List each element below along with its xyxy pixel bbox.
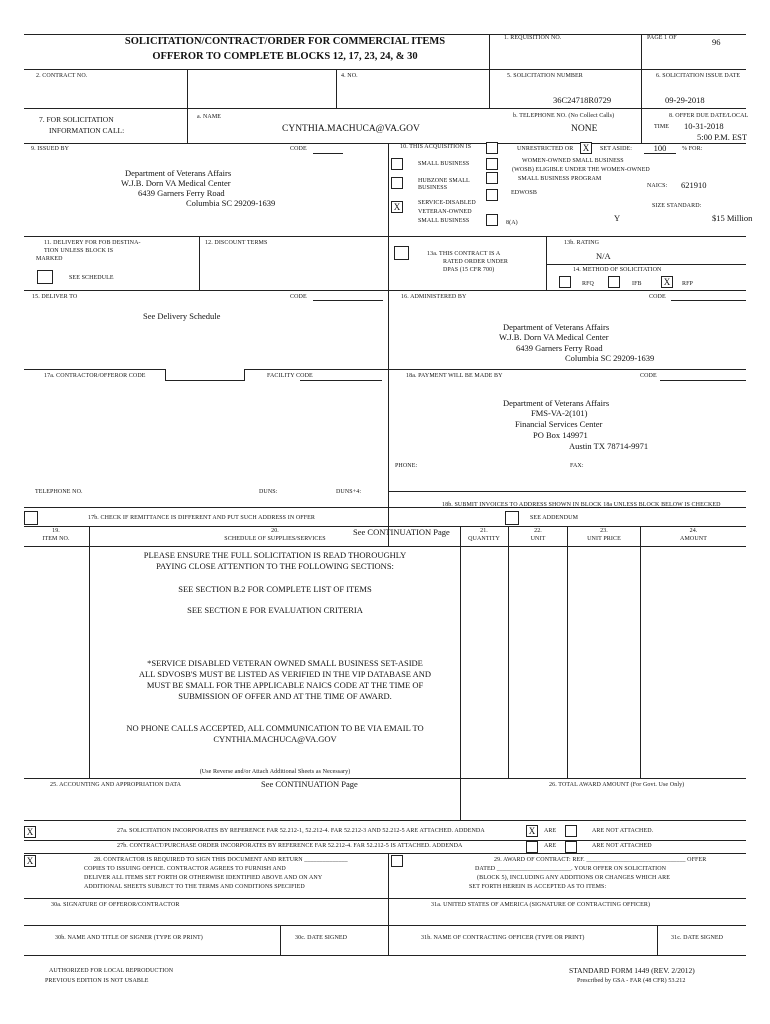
page-label: PAGE 1 OF: [647, 35, 677, 41]
duns-label: DUNS:: [259, 489, 278, 495]
size-standard-label: SIZE STANDARD:: [652, 203, 702, 209]
telephone-value: NONE: [571, 124, 598, 134]
issue-date-label: 6. SOLICITATION ISSUE DATE: [656, 73, 741, 79]
sdvosb-label: SERVICE-DISABLED: [418, 200, 476, 206]
discount-terms-label: 12. DISCOUNT TERMS: [205, 240, 268, 246]
schedule-para4-line2: ALL SDVOSB'S MUST BE LISTED AS VERIFIED IN THE VIP DATABASE AND: [138, 669, 432, 679]
award-line4: SET FORTH HEREIN IS ACCEPTED AS TO ITEMS:: [469, 884, 607, 890]
col21-label: QUANTITY: [468, 536, 500, 542]
sig30c-label: 30c. DATE SIGNED: [295, 935, 348, 941]
footer-form-number: STANDARD FORM 1449 (REV. 2/2012): [569, 966, 695, 975]
sig30a-label: 30a. SIGNATURE OF OFFEROR/CONTRACTOR: [51, 902, 180, 908]
hubzone-checkbox[interactable]: [391, 177, 403, 189]
rating-label: 13b. RATING: [564, 240, 600, 246]
remittance-label: 17b. CHECK IF REMITTANCE IS DIFFERENT AND PUT SUCH ADDRESS IN OFFER: [88, 515, 316, 521]
col19-label: ITEM NO.: [42, 536, 70, 542]
payment-line1: Department of Veterans Affairs: [503, 398, 610, 408]
see-schedule-label: SEE SCHEDULE: [69, 275, 114, 281]
addendum-label: SEE ADDENDUM: [530, 515, 579, 521]
payment-code-label: CODE: [640, 373, 657, 379]
rfq-label: RFQ: [582, 281, 594, 287]
reverse-note: (Use Reverse and/or Attach Additional Sheets as Necessary): [199, 769, 351, 775]
schedule-continuation: See CONTINUATION Page: [353, 527, 450, 537]
administered-by-line3: 6439 Garners Ferry Road: [516, 343, 603, 353]
offer-due-date: 10-31-2018: [684, 121, 724, 131]
row27b-not-checkbox[interactable]: [565, 841, 577, 853]
footer-authorized: AUTHORIZED FOR LOCAL REPRODUCTION: [49, 968, 174, 974]
col20-number: 20.: [271, 528, 279, 534]
footer-previous: PREVIOUS EDITION IS NOT USABLE: [45, 978, 149, 984]
facility-code-label: FACILITY CODE: [267, 373, 313, 379]
small-business-checkbox[interactable]: [391, 158, 403, 170]
sdvosb-label-2: VETERAN-OWNED: [418, 209, 472, 215]
rated-order-label-3: DPAS (15 CFR 700): [443, 267, 495, 273]
deliver-to-code-label: CODE: [290, 294, 307, 300]
rfp-label: RFP: [682, 281, 693, 287]
schedule-para4-line4: SUBMISSION OF OFFER AND AT THE TIME OF AWARD.: [178, 691, 392, 701]
award-line3: (BLOCK 5), INCLUDING ANY ADDITIONS OR CHANGES WHICH ARE: [477, 875, 670, 881]
acquisition-checkbox[interactable]: [486, 142, 498, 154]
row27a-not-label: ARE NOT ATTACHED.: [592, 828, 654, 834]
col22-number: 22.: [534, 528, 542, 534]
eight-a-label: 8(A): [506, 220, 518, 226]
col24-label: AMOUNT: [680, 536, 707, 542]
administered-by-label: 16. ADMINISTERED BY: [401, 294, 467, 300]
row27a-text: 27a. SOLICITATION INCORPORATES BY REFERENCE FAR 52.212-1, 52.212-4. FAR 52.212-3 AND 52.212-5 ARE ATTACHED. ADDENDA: [117, 828, 485, 834]
issue-date: 09-29-2018: [665, 95, 705, 105]
issued-by-line4: Columbia SC 29209-1639: [186, 198, 276, 208]
submit-invoices-label: 18b. SUBMIT INVOICES TO ADDRESS SHOWN IN BLOCK 18a UNLESS BLOCK BELOW IS CHECKED: [442, 502, 721, 508]
schedule-para5-line1: NO PHONE CALLS ACCEPTED, ALL COMMUNICATION TO BE VIA EMAIL TO: [126, 723, 424, 733]
sdvosb-checkbox[interactable]: X: [391, 201, 403, 213]
telephone-label: b. TELEPHONE NO. (No Collect Calls): [513, 113, 615, 119]
row27a-checkbox[interactable]: X: [24, 826, 36, 838]
hubzone-label: HUBZONE SMALL: [418, 178, 470, 184]
schedule-para1-line1: PLEASE ENSURE THE FULL SOLICITATION IS READ THOROUGHLY: [143, 550, 407, 560]
time-label: TIME: [654, 124, 670, 130]
requisition-no-label: 1. REQUISITION NO.: [504, 35, 562, 41]
remittance-checkbox[interactable]: [24, 511, 38, 525]
rated-order-label: 13a. THIS CONTRACT IS A: [427, 251, 501, 257]
schedule-para1-line2: PAYING CLOSE ATTENTION TO THE FOLLOWING SECTIONS:: [156, 561, 394, 571]
rfq-checkbox[interactable]: [559, 276, 571, 288]
award-line1: 29. AWARD OF CONTRACT: REF. ________________________________ OFFER: [494, 857, 707, 863]
payment-phone-label: PHONE:: [395, 463, 418, 469]
set-aside-percent: 100: [644, 143, 676, 154]
col20-label: SCHEDULE OF SUPPLIES/SERVICES: [224, 536, 326, 542]
issued-by-label: 9. ISSUED BY: [31, 146, 70, 152]
wosb-label-2: (WOSB) ELIGIBLE UNDER THE WOMEN-OWNED: [512, 167, 650, 173]
see-schedule-checkbox[interactable]: [37, 270, 53, 284]
wosb-label: WOMEN-OWNED SMALL BUSINESS: [522, 158, 624, 164]
col23-label: UNIT PRICE: [587, 536, 621, 542]
payment-line5: Austin TX 78714-9971: [569, 441, 649, 451]
naics-label: NAICS:: [647, 183, 668, 189]
delivery-label-3: MARKED: [36, 256, 63, 262]
ifb-checkbox[interactable]: [608, 276, 620, 288]
hubzone-checkbox-2[interactable]: [486, 172, 498, 184]
administered-by-line4: Columbia SC 29209-1639: [565, 353, 655, 363]
row27b-text: 27b. CONTRACT/PURCHASE ORDER INCORPORATES BY REFERENCE FAR 52.212-4. FAR 52.212-5 IS ATTACHED. ADDENDA: [117, 843, 463, 849]
sig31c-label: 31c. DATE SIGNED: [671, 935, 724, 941]
schedule-para4-line1: *SERVICE DISABLED VETERAN OWNED SMALL BUSINESS SET-ASIDE: [147, 658, 423, 668]
deliver-to-value: See Delivery Schedule: [143, 311, 221, 321]
telephone-no-label: TELEPHONE NO.: [35, 489, 83, 495]
issued-by-line2: W.J.B. Dorn VA Medical Center: [121, 178, 231, 188]
rated-order-label-2: RATED ORDER UNDER: [443, 259, 509, 265]
sig31a-label: 31a. UNITED STATES OF AMERICA (SIGNATURE OF CONTRACTING OFFICER): [431, 902, 651, 908]
schedule-para2: SEE SECTION B.2 FOR COMPLETE LIST OF ITEMS: [178, 584, 372, 594]
issued-by-line1: Department of Veterans Affairs: [125, 168, 232, 178]
unrestricted-label: UNRESTRICTED OR: [517, 146, 574, 152]
deliver-to-label: 15. DELIVER TO: [32, 294, 78, 300]
administered-by-code-label: CODE: [649, 294, 666, 300]
administered-by-line1: Department of Veterans Affairs: [503, 322, 610, 332]
method-label: 14. METHOD OF SOLICITATION: [573, 267, 662, 273]
row27b-are-checkbox[interactable]: [526, 841, 538, 853]
rating-value: N/A: [596, 251, 611, 261]
row28-line3: DELIVER ALL ITEMS SET FORTH OR OTHERWISE IDENTIFIED ABOVE AND ON ANY: [84, 875, 323, 881]
schedule-para5-line2: CYNTHIA.MACHUCA@VA.GOV: [213, 734, 337, 744]
row28-checkbox[interactable]: X: [24, 855, 36, 867]
contractor-label: 17a. CONTRACTOR/OFFEROR CODE: [44, 373, 146, 379]
row27b-not-label: ARE NOT ATTACHED: [592, 843, 652, 849]
row27a-not-checkbox[interactable]: [565, 825, 577, 837]
form-title: SOLICITATION/CONTRACT/ORDER FOR COMMERCIAL ITEMS: [124, 36, 446, 47]
col24-number: 24.: [689, 528, 698, 534]
col21-number: 21.: [480, 528, 488, 534]
duns4-label: DUNS+4:: [336, 489, 362, 495]
sig31b-label: 31b. NAME OF CONTRACTING OFFICER (TYPE OR PRINT): [421, 935, 585, 941]
contact-name: CYNTHIA.MACHUCA@VA.GOV: [282, 124, 420, 134]
percent-for-label: % FOR:: [682, 146, 703, 152]
payment-line2: FMS-VA-2(101): [531, 408, 588, 418]
col23-number: 23.: [600, 528, 608, 534]
delivery-label: 11. DELIVERY FOR FOB DESTINA-: [44, 240, 141, 246]
offer-due-time: 5:00 P.M. EST: [697, 132, 748, 142]
edwosb-label: EDWOSB: [511, 190, 537, 196]
row27b-are-label: ARE: [544, 843, 557, 849]
row28-line1: 28. CONTRACTOR IS REQUIRED TO SIGN THIS DOCUMENT AND RETURN ______________: [94, 857, 348, 863]
schedule-para4-line3: MUST BE SMALL FOR THE APPLICABLE NAICS CODE AT THE TIME OF: [146, 680, 424, 690]
size-standard-value: $15 Million: [712, 213, 753, 223]
solicitation-no-label: 5. SOLICITATION NUMBER: [507, 73, 583, 79]
acquisition-label: 10. THIS ACQUISITION IS: [400, 144, 472, 150]
award-line2: DATED ________________________. YOUR OFFER ON SOLICITATION: [475, 866, 667, 872]
addendum-checkbox[interactable]: [505, 511, 519, 525]
payment-label: 18a. PAYMENT WILL BE MADE BY: [406, 373, 503, 379]
name-label: a. NAME: [197, 114, 222, 120]
footer-prescribed: Prescribed by GSA - FAR (48 CFR) 53.212: [577, 978, 686, 984]
contractor-code-field[interactable]: [165, 369, 245, 381]
naics-value: 621910: [681, 180, 707, 190]
payment-fax-label: FAX:: [570, 463, 584, 469]
row29-checkbox[interactable]: [391, 855, 403, 867]
page-total: 96: [712, 37, 721, 47]
payment-line4: PO Box 149971: [533, 430, 588, 440]
accounting-continuation: See CONTINUATION Page: [261, 779, 358, 789]
edwosb-checkbox[interactable]: [486, 189, 498, 201]
small-business-label: SMALL BUSINESS: [418, 161, 470, 167]
small-business-checkbox-2[interactable]: [486, 158, 498, 170]
row28-line2: COPIES TO ISSUING OFFICE. CONTRACTOR AGREES TO FURNISH AND: [84, 866, 286, 872]
row28-line4: ADDITIONAL SHEETS SUBJECT TO THE TERMS AND CONDITIONS SPECIFIED: [84, 884, 305, 890]
issued-by-line3: 6439 Garners Ferry Road: [138, 188, 225, 198]
sig30b-label: 30b. NAME AND TITLE OF SIGNER (TYPE OR PRINT): [55, 935, 203, 941]
accounting-label: 25. ACCOUNTING AND APPROPRIATION DATA: [50, 782, 182, 788]
order-no-label: 4. NO.: [341, 73, 358, 79]
info-call-label: 7. FOR SOLICITATION: [39, 115, 114, 124]
offer-due-label: 8. OFFER DUE DATE/LOCAL: [669, 113, 749, 119]
col19-number: 19.: [52, 528, 60, 534]
administered-by-line2: W.J.B. Dorn VA Medical Center: [499, 332, 609, 342]
form-subtitle: OFFEROR TO COMPLETE BLOCKS 12, 17, 23, 24, & 30: [152, 51, 418, 62]
issued-by-code-label: CODE: [290, 146, 307, 152]
rated-order-checkbox[interactable]: [394, 246, 409, 260]
row27a-are-label: ARE: [544, 828, 557, 834]
solicitation-number: 36C24718R0729: [553, 95, 612, 105]
hubzone-label-2: BUSINESS: [418, 185, 448, 191]
unrestricted-checkbox[interactable]: X: [580, 142, 592, 154]
total-award-label: 26. TOTAL AWARD AMOUNT (For Govt. Use Only): [549, 782, 685, 788]
size-standard-mark: Y: [614, 213, 621, 223]
set-aside-label: SET ASIDE:: [600, 146, 633, 152]
sdvosb-label-3: SMALL BUSINESS: [418, 218, 470, 224]
ifb-label: IFB: [632, 281, 642, 287]
schedule-para3: SEE SECTION E FOR EVALUATION CRITERIA: [187, 605, 363, 615]
row27a-are-checkbox[interactable]: X: [526, 825, 538, 837]
contract-no-label: 2. CONTRACT NO.: [36, 73, 88, 79]
delivery-label-2: TION UNLESS BLOCK IS: [44, 248, 114, 254]
wosb-label-3: SMALL BUSINESS PROGRAM: [518, 176, 602, 182]
rfp-checkbox[interactable]: X: [661, 276, 673, 288]
col22-label: UNIT: [530, 536, 546, 542]
payment-line3: Financial Services Center: [515, 419, 603, 429]
eight-a-checkbox[interactable]: [486, 214, 498, 226]
info-call-label-2: INFORMATION CALL:: [49, 126, 125, 135]
